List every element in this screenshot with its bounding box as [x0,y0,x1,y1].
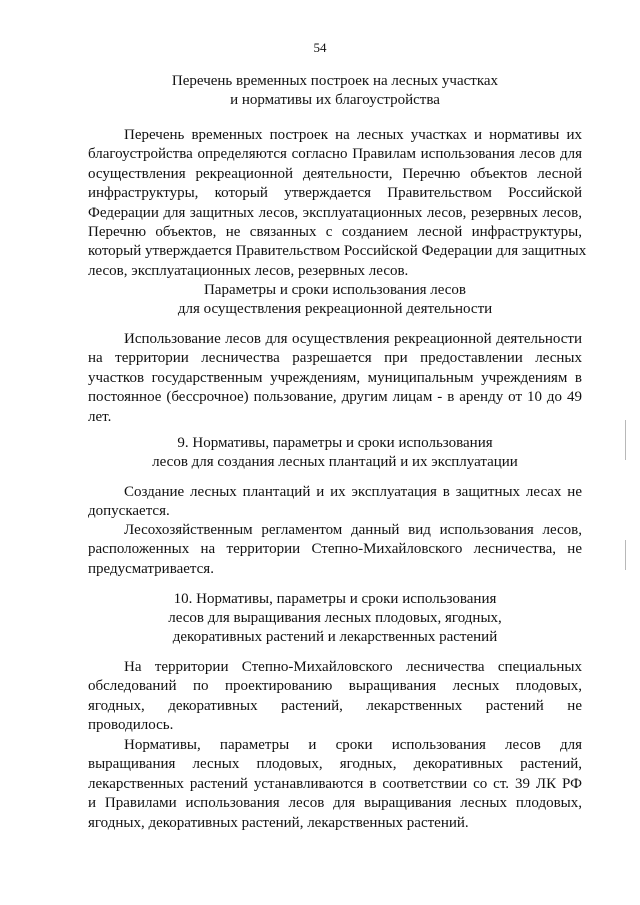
title-line: Параметры и сроки использования лесов [203,282,467,298]
paragraph-plantations-2 [88,521,582,579]
text-line: Лесохозяйственным регламентом данный вид использования лесов, [124,522,582,538]
text-line: Перечень временных построек на лесных участках и нормативы их [124,127,582,143]
text-line: На территории Степно-Михайловского лесничества специальных [124,659,582,675]
text-line: участков государственным учреждениям, муниципальным учреждениям в [88,369,582,386]
title-line: для осуществления рекреационной деятельности [177,301,493,317]
paragraph-fruit-plants-2 [88,736,582,833]
text-line: ягодных, декоративных растений, лекарственных растений не [88,697,582,714]
paragraph-plantations-1 [88,483,582,522]
text-line: Федерации для защитных лесов, эксплуатационных лесов, резервных лесов, [88,204,582,221]
title-line: декоративных растений и лекарственных растений [172,629,498,645]
text-line: инфраструктуры, который утверждается Правительством Российской [88,185,582,202]
paragraph-fruit-plants-1 [88,658,582,736]
paragraph-recreation [88,330,582,427]
text-line: лесов, эксплуатационных лесов, резервных лесов. [88,262,409,279]
text-line: осуществления рекреационной деятельности, Перечню объектов лесной [88,165,582,182]
scan-edge-mark [625,420,626,460]
section-title-fruit-plants [88,590,582,647]
title-line: 10. Нормативы, параметры и сроки использования [173,591,497,607]
page-number: 54 [313,40,327,55]
paragraph-temporary-buildings [88,126,587,281]
scan-edge-mark [625,540,626,570]
text-line: благоустройства определяются согласно Правилам использования лесов для [88,146,582,163]
text-line: расположенных на территории Степно-Михайловского лесничества, не [88,541,582,558]
section-title-temporary-buildings [88,72,582,110]
text-line: лет. [88,408,112,425]
text-line: предусматривается. [88,560,214,577]
title-line: лесов для создания лесных плантаций и их эксплуатации [152,454,518,470]
text-line: Использование лесов для осуществления рекреационной деятельности [124,331,582,347]
section-title-recreation [88,281,582,319]
text-line: обследований по проектированию выращивания лесных плодовых, [88,678,582,695]
text-line: который утверждается Правительством Российской Федерации для защитных [88,243,587,260]
text-line: постоянное (бессрочное) пользование, другим лицам - в аренду от 10 до 49 [88,389,582,406]
text-line: Перечню объектов, не связанных с созданием лесной инфраструктуры, [88,224,582,241]
title-line: Перечень временных построек на лесных участках [171,73,499,89]
title-line: 9. Нормативы, параметры и сроки использования [177,435,493,451]
text-line: Нормативы, параметры и сроки использования лесов для [124,737,582,753]
text-line: и Правилами использования лесов для выращивания лесных плодовых, [88,795,582,812]
title-line: и нормативы их благоустройства [230,92,440,108]
text-line: на территории лесничества разрешается при предоставлении лесных [88,350,582,367]
text-line: выращивания лесных плодовых, ягодных, декоративных растений, [88,756,582,773]
section-title-plantations [88,434,582,472]
text-line: ягодных, декоративных растений, лекарственных растений. [88,814,469,831]
text-line: лекарственных растений устанавливаются в соответствии со ст. 39 ЛК РФ [88,775,582,792]
title-line: лесов для выращивания лесных плодовых, ягодных, [168,610,502,626]
text-line: допускается. [88,503,170,520]
text-line: проводилось. [88,717,174,734]
text-line: Создание лесных плантаций и их эксплуатация в защитных лесах не [124,484,582,500]
